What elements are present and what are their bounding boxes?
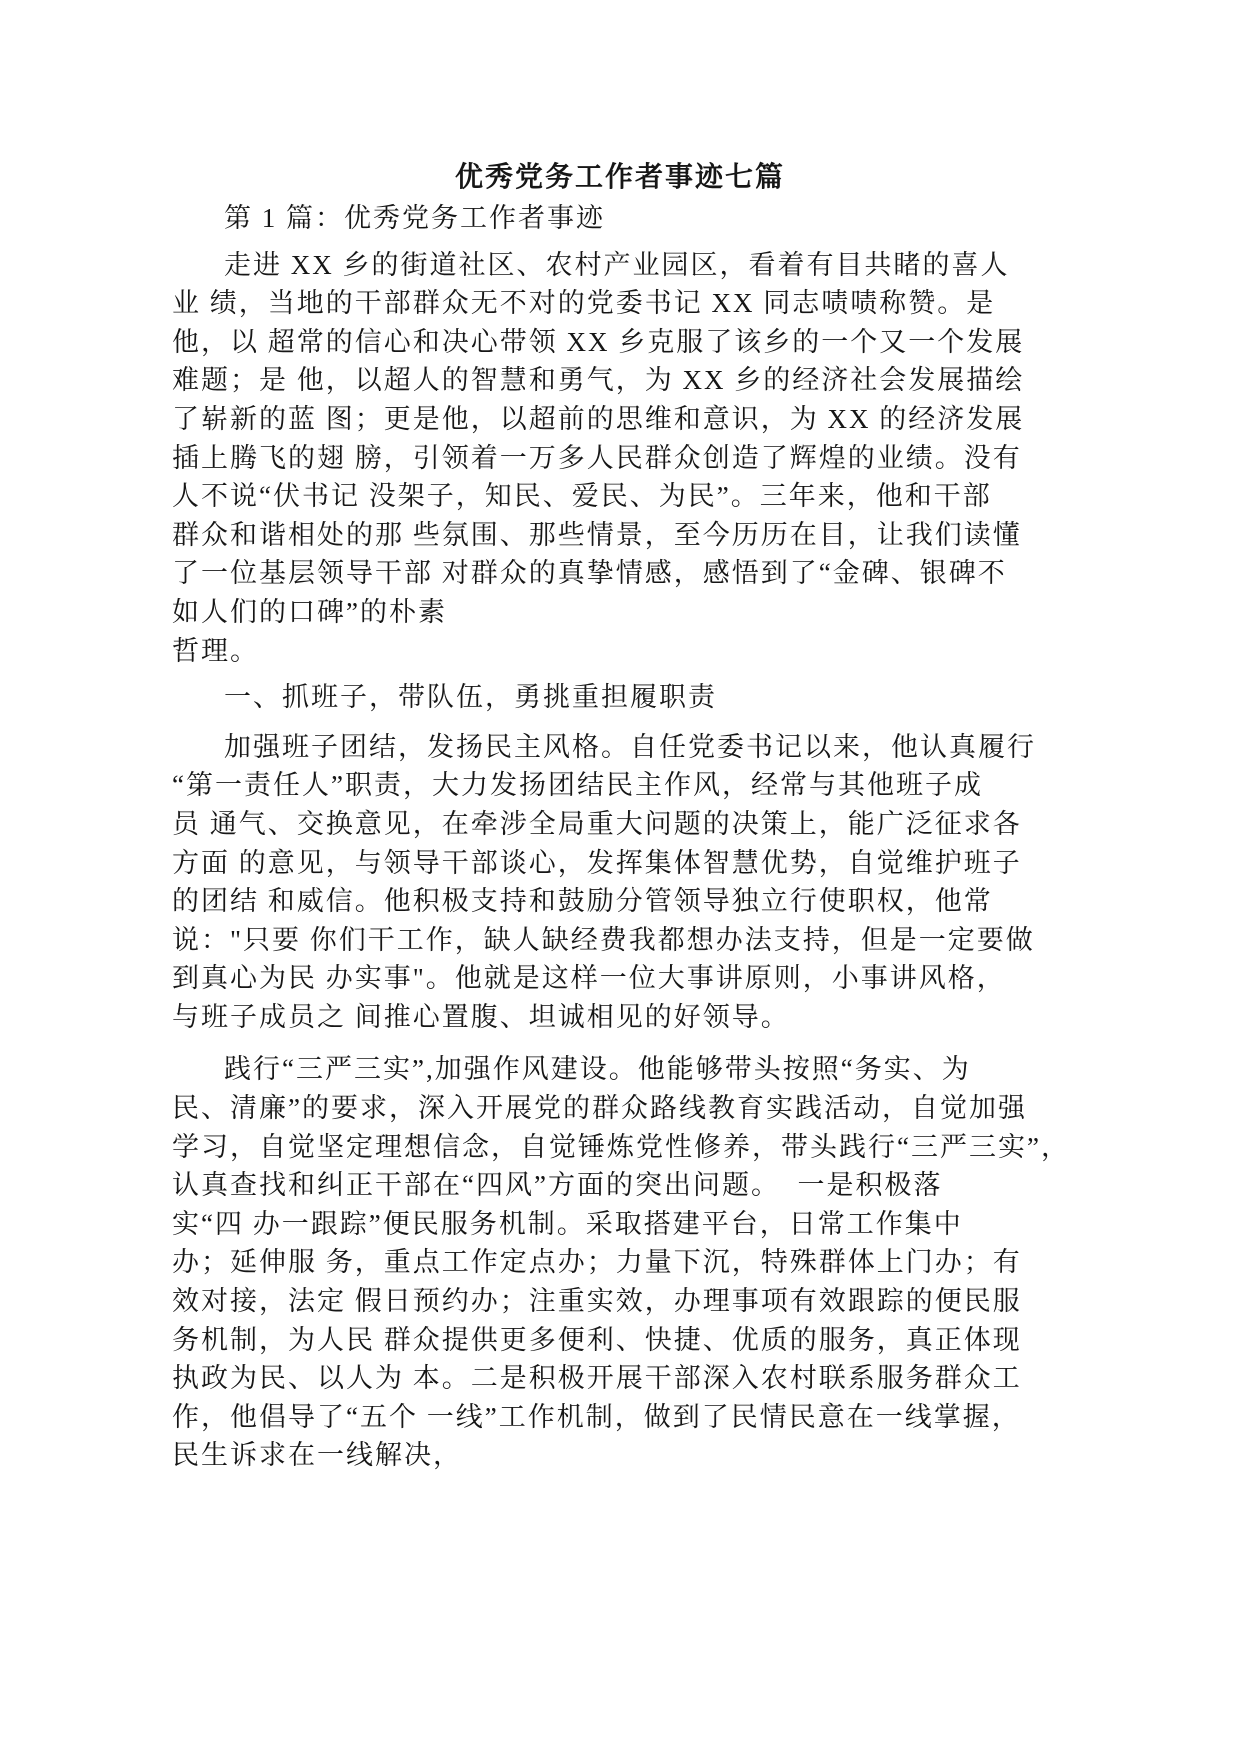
paragraph-line: 如人们的口碑”的朴素	[172, 596, 447, 627]
paragraph-line: 了崭新的蓝 图；更是他，以超前的思维和意识，为 XX 的经济发展	[172, 403, 1025, 434]
paragraph-line: 哲理。	[172, 635, 259, 666]
paragraph-line: 践行“三严三实”,加强作风建设。他能够带头按照“务实、为	[224, 1054, 971, 1085]
paragraph-line: 难题；是 他，以超人的智慧和勇气，为 XX 乡的经济社会发展描绘	[172, 365, 1025, 396]
paragraph-line: 业 绩，当地的干部群众无不对的党委书记 XX 同志啧啧称赞。是	[172, 288, 996, 319]
paragraph-line: 方面 的意见，与领导干部谈心，发挥集体智慧优势，自觉维护班子	[172, 847, 1022, 878]
paragraph-line: 务机制，为人民 群众提供更多便利、快捷、优质的服务，真正体现	[172, 1324, 1022, 1355]
paragraph-line: “第一责任人”职责，大力发扬团结民主作风，经常与其他班子成	[172, 770, 983, 801]
section-heading: 一、抓班子，带队伍，勇挑重担履职责	[224, 682, 717, 713]
intro-paragraph	[172, 246, 1072, 671]
paragraph-line: 他，以 超常的信心和决心带领 XX 乡克服了该乡的一个又一个发展	[172, 326, 1025, 357]
paragraph-line: 效对接，法定 假日预约办；注重实效，办理事项有效跟踪的便民服	[172, 1286, 1022, 1317]
paragraph-line: 民、清廉”的要求，深入开展党的群众路线教育实践活动，自觉加强	[172, 1093, 1027, 1124]
paragraph-line: 民生诉求在一线解决，	[172, 1440, 462, 1471]
paragraph-line: 学习，自觉坚定理想信念，自觉锤炼党性修养，带头践行“三严三实”，	[172, 1131, 1070, 1162]
paragraph-line: 员 通气、交换意见，在牵涉全局重大问题的决策上，能广泛征求各	[172, 808, 1022, 839]
document-body	[172, 199, 1072, 1475]
paragraph-3	[172, 1050, 1072, 1475]
paragraph-line: 执政为民、以人为 本。二是积极开展干部深入农村联系服务群众工	[172, 1363, 1022, 1394]
paragraph-line: 说："只要 你们干工作，缺人缺经费我都想办法支持，但是一定要做	[172, 924, 1035, 955]
paragraph-line: 实“四 办一跟踪”便民服务机制。采取搭建平台，日常工作集中	[172, 1208, 963, 1239]
paragraph-line: 办；延伸服 务，重点工作定点办；力量下沉，特殊群体上门办；有	[172, 1247, 1022, 1278]
paragraph-line: 插上腾飞的翅 膀，引领着一万多人民群众创造了辉煌的业绩。没有	[172, 442, 1022, 473]
paragraph-line: 到真心为民 办实事"。他就是这样一位大事讲原则，小事讲风格，	[172, 963, 1006, 994]
part-heading: 第 1 篇：优秀党务工作者事迹	[224, 203, 605, 233]
paragraph-line: 群众和谐相处的那 些氛围、那些情景，至今历历在目，让我们读懂	[172, 519, 1022, 550]
paragraph-line: 的团结 和威信。他积极支持和鼓励分管领导独立行使职权，他常	[172, 886, 993, 917]
paragraph-line: 了一位基层领导干部 对群众的真挚情感，感悟到了“金碑、银碑不	[172, 558, 1007, 589]
paragraph-2	[172, 728, 1072, 1037]
paragraph-line: 加强班子团结，发扬民主风格。自任党委书记以来，他认真履行	[224, 731, 1036, 762]
paragraph-line: 认真查找和纠正干部在“四风”方面的突出问题。 一是积极落	[172, 1170, 943, 1201]
paragraph-line: 作，他倡导了“五个 一线”工作机制，做到了民情民意在一线掌握，	[172, 1401, 1021, 1432]
paragraph-line: 走进 XX 乡的街道社区、农村产业园区，看着有目共睹的喜人	[224, 249, 1010, 280]
paragraph-line: 与班子成员之 间推心置腹、坦诚相见的好领导。	[172, 1001, 790, 1032]
paragraph-line: 人不说“伏书记 没架子，知民、爱民、为民”。三年来，他和干部	[172, 481, 992, 512]
document-title: 优秀党务工作者事迹七篇	[454, 162, 785, 193]
